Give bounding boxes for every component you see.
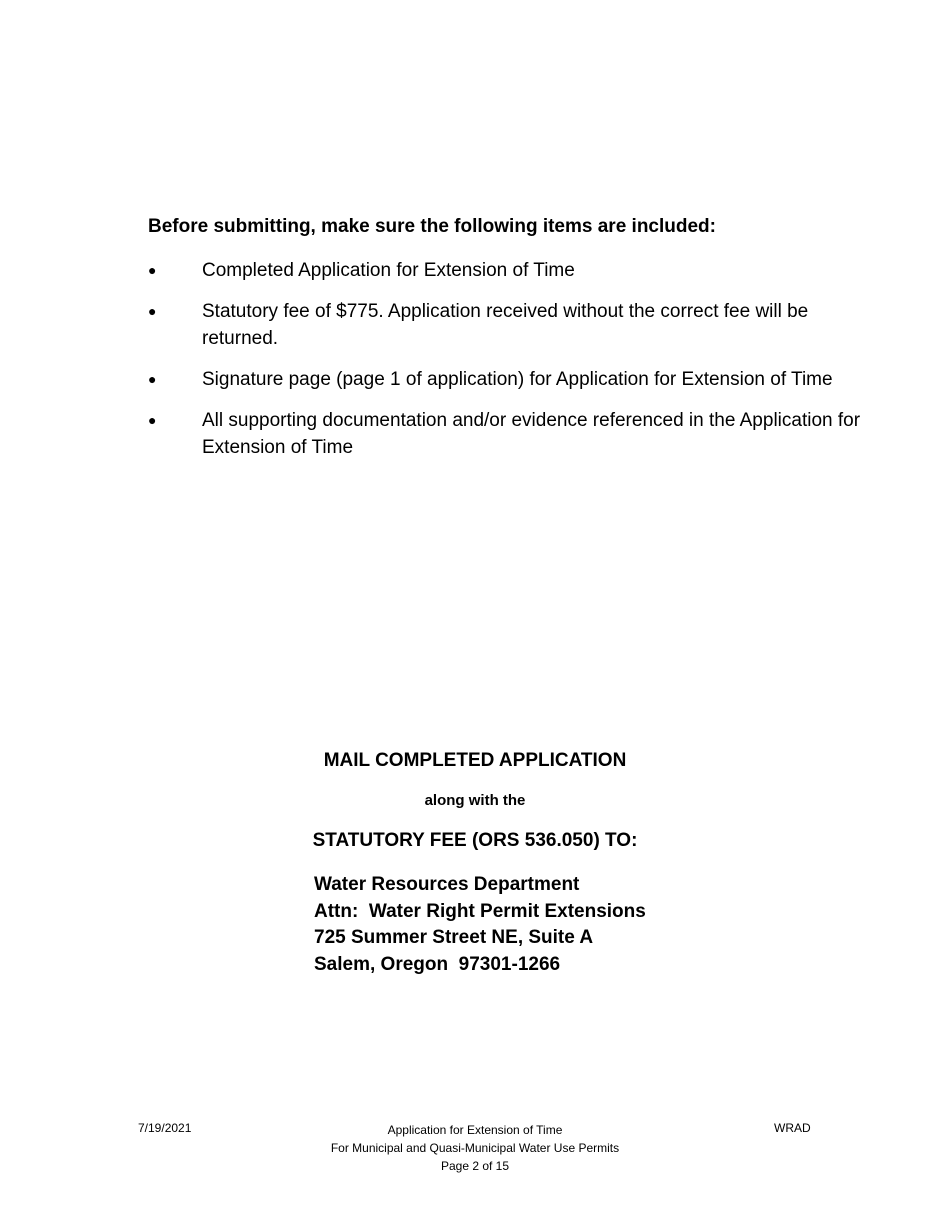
footer-date: 7/19/2021 <box>138 1121 192 1135</box>
mail-fee-line: STATUTORY FEE (ORS 536.050) TO: <box>312 830 638 851</box>
checklist-item-application <box>148 257 868 284</box>
mail-title: MAIL COMPLETED APPLICATION <box>323 750 627 771</box>
bullet-icon: ● <box>148 412 157 428</box>
checklist-item-text: All supporting documentation and/or evidence referenced in the Application for Extension of Time <box>202 410 861 458</box>
footer-org: WRAD <box>774 1121 811 1135</box>
checklist-heading: Before submitting, make sure the following items are included: <box>148 216 716 237</box>
mail-along-text: along with the <box>424 792 526 809</box>
footer-title: Application for Extension of Time <box>387 1123 563 1137</box>
bullet-icon: ● <box>148 262 157 278</box>
checklist-item-signature-page <box>148 366 868 393</box>
address-line-street: 725 Summer Street NE, Suite A <box>314 927 594 948</box>
address-line-attn: Attn: Water Right Permit Extensions <box>314 900 646 922</box>
bullet-icon: ● <box>148 371 157 387</box>
address-line-city: Salem, Oregon 97301-1266 <box>314 953 561 975</box>
checklist <box>148 257 868 475</box>
bullet-icon: ● <box>148 303 157 319</box>
address-line-department: Water Resources Department <box>314 874 580 895</box>
checklist-item-text: Completed Application for Extension of Time <box>202 260 575 281</box>
checklist-item-text: Signature page (page 1 of application) for Application for Extension of Time <box>202 369 833 390</box>
checklist-item-fee <box>148 298 868 352</box>
checklist-item-text: Statutory fee of $775. Application received without the correct fee will be returned. <box>202 301 809 349</box>
footer-subtitle: For Municipal and Quasi-Municipal Water Use Permits <box>330 1141 620 1155</box>
checklist-item-supporting-docs <box>148 407 868 461</box>
footer-page-number: Page 2 of 15 <box>440 1159 510 1173</box>
mailing-address <box>314 872 646 978</box>
